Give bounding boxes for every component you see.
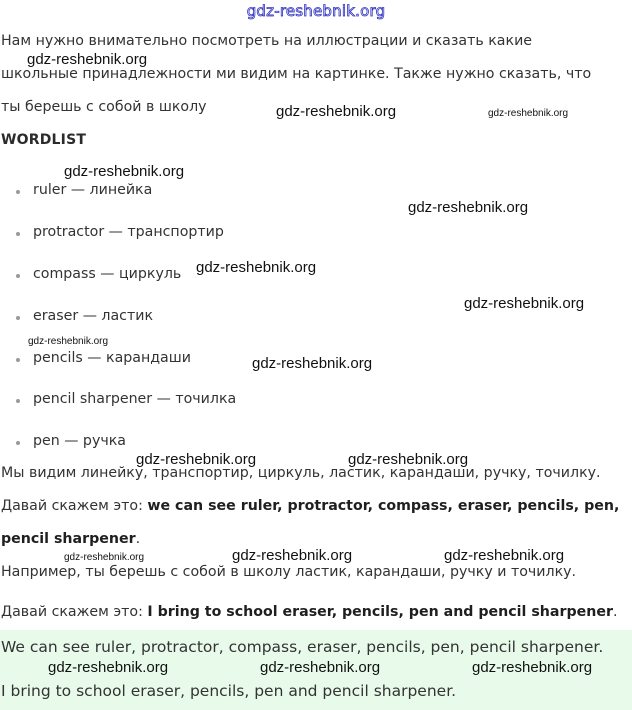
watermark: gdz-reshebnik.org [27, 51, 148, 68]
wordlist-entry: protractor — транспортир [33, 224, 224, 240]
bring-answer-bold: I bring to school eraser, pencils, pen and pencil sharpener [147, 604, 613, 620]
intro-line-3: ты берешь с собой в школу [1, 99, 207, 115]
see-answer-line-1 [1, 498, 619, 514]
wordlist-entry: eraser — ластик [33, 308, 154, 324]
watermark: gdz-reshebnik.org [64, 552, 145, 563]
watermark: gdz-reshebnik.org [444, 547, 565, 564]
wordlist-entry: compass — циркуль [33, 266, 182, 282]
wordlist-entry: pencil sharpener — точилка [33, 391, 237, 407]
watermark: gdz-reshebnik.org [136, 451, 257, 468]
watermark: gdz-reshebnik.org [408, 199, 529, 216]
wordlist-entry: pencils — карандаши [33, 350, 191, 366]
bullet-icon [16, 232, 20, 236]
wordlist-heading: WORDLIST [1, 132, 87, 148]
see-sentence: Мы видим линейку, транспортир, циркуль, ластик, карандаши, ручку, точилку. [1, 465, 601, 481]
watermark: gdz-reshebnik.org [488, 108, 569, 119]
say-prefix: Давай скажем это: [1, 498, 148, 514]
intro-line-2: школьные принадлежности ми видим на картинке. Также нужно сказать, что [1, 66, 592, 82]
period: . [135, 531, 141, 547]
watermark: gdz-reshebnik.org [472, 659, 593, 676]
watermark: gdz-reshebnik.org [232, 547, 353, 564]
watermark: gdz-reshebnik.org [260, 659, 381, 676]
watermark: gdz-reshebnik.org [196, 259, 317, 276]
wordlist-entry: ruler — линейка [33, 182, 153, 198]
see-answer-bold-2: pencil sharpener [1, 531, 136, 547]
bullet-icon [16, 274, 20, 278]
site-header-logo[interactable]: gdz-reshebnik.org [246, 2, 386, 20]
watermark: gdz-reshebnik.org [28, 336, 109, 347]
watermark: gdz-reshebnik.org [64, 163, 185, 180]
bullet-icon [16, 441, 20, 445]
watermark: gdz-reshebnik.org [48, 659, 169, 676]
period-2: . [612, 604, 618, 620]
see-answer-bold-1: we can see ruler, protractor, compass, eraser, pencils, pen, [147, 498, 620, 514]
bring-answer-line [1, 604, 617, 620]
watermark: gdz-reshebnik.org [276, 103, 397, 120]
bullet-icon [16, 399, 20, 403]
bullet-icon [16, 316, 20, 320]
see-answer-line-2 [1, 531, 140, 547]
say-prefix-2: Давай скажем это: [1, 604, 148, 620]
bullet-icon [16, 358, 20, 362]
watermark: gdz-reshebnik.org [252, 355, 373, 372]
final-answer-2: I bring to school eraser, pencils, pen and pencil sharpener. [1, 682, 457, 700]
watermark: gdz-reshebnik.org [464, 295, 585, 312]
bullet-icon [16, 190, 20, 194]
watermark: gdz-reshebnik.org [348, 451, 469, 468]
wordlist-entry: pen — ручка [33, 433, 126, 449]
final-answer-1: We can see ruler, protractor, compass, eraser, pencils, pen, pencil sharpener. [1, 638, 604, 656]
intro-line-1: Нам нужно внимательно посмотреть на иллюстрации и сказать какие [1, 33, 533, 49]
bring-sentence: Например, ты берешь с собой в школу ластик, карандаши, ручку и точилку. [1, 564, 577, 580]
